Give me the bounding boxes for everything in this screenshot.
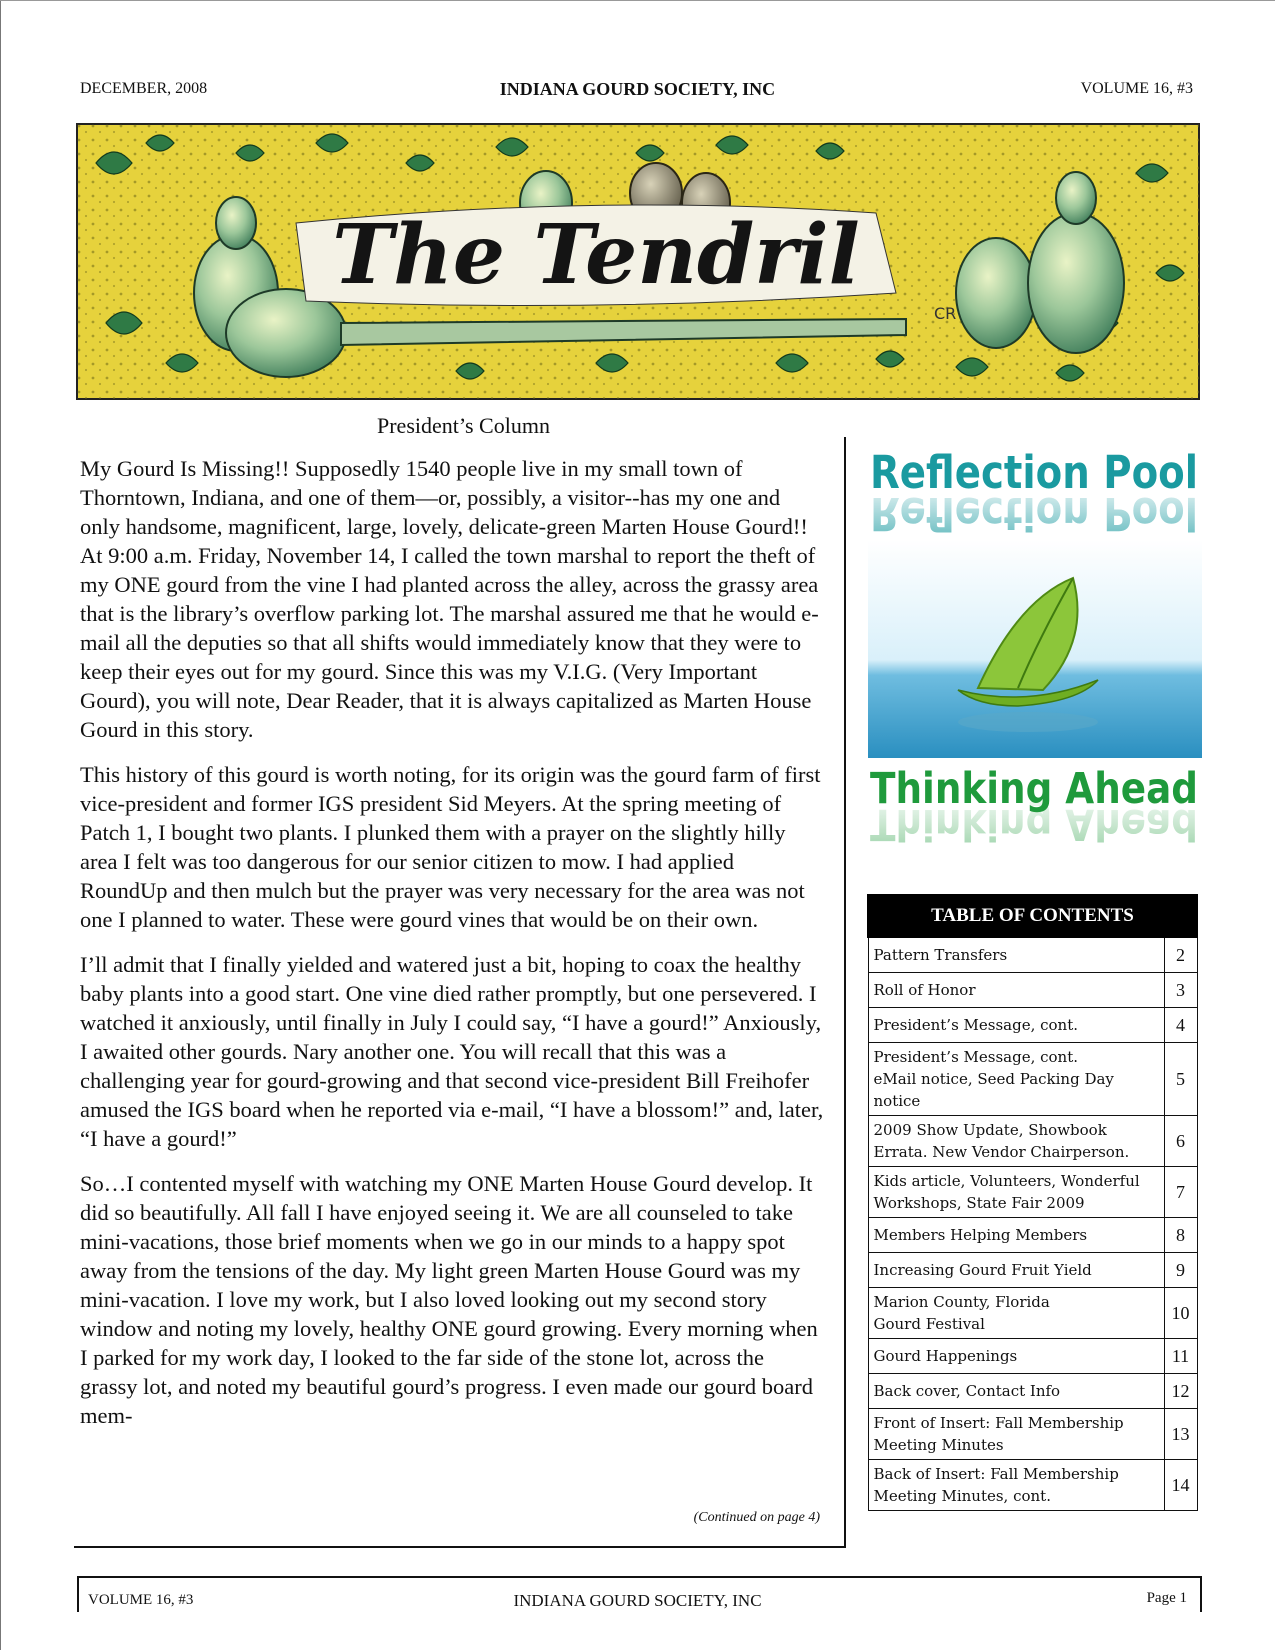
footer-page-number: Page 1 [1146,1590,1187,1606]
toc-entry-title: Increasing Gourd Fruit Yield [868,1252,1164,1287]
toc-entry-title: Pattern Transfers [868,937,1164,972]
toc-entry-title: Kids article, Volunteers, Wonderful Workshops, State Fair 2009 [868,1166,1164,1217]
toc-title: TABLE OF CONTENTS [868,895,1197,937]
toc-entry-title: President’s Message, cont. [868,1007,1164,1042]
column-divider [844,437,846,1548]
toc-row [868,1408,1197,1459]
masthead-banner [76,123,1200,400]
article-body [80,454,825,1446]
masthead-artist-mark: CR [934,304,957,323]
article-paragraph: This history of this gourd is worth noting, for its origin was the gourd farm of first vice-president and former IGS president Sid Meyers. At the spring meeting of Patch 1, I bought two plants. I plunked them with a prayer on the slightly hilly area I felt was too dangerous for our senior citizen to mow. I had applied RoundUp and then mulch but the prayer was very necessary for the area was not one I planned to water. These were gourd vines that would be on their own. [80,762,821,932]
toc-entry-page: 10 [1164,1287,1197,1338]
toc-row [868,1115,1197,1166]
toc-entry-page: 12 [1164,1373,1197,1408]
thinking-ahead-title: Thinking Ahead [870,764,1198,814]
toc-row [868,1217,1197,1252]
toc-row [868,1166,1197,1217]
toc-entry-title: Marion County, Florida Gourd Festival [868,1287,1164,1338]
toc-body [868,937,1197,1510]
toc-entry-page: 3 [1164,972,1197,1007]
toc-row [868,1252,1197,1287]
header-society: INDIANA GOURD SOCIETY, INC [499,79,776,99]
toc-entry-page: 2 [1164,937,1197,972]
toc-entry-title: Gourd Happenings [868,1338,1164,1373]
toc-row [868,1459,1197,1510]
toc-entry-title: 2009 Show Update, Showbook Errata. New Vendor Chairperson. [868,1115,1164,1166]
article-heading: President’s Column [377,413,550,438]
toc-entry-page: 9 [1164,1252,1197,1287]
toc-entry-page: 11 [1164,1338,1197,1373]
article-paragraph: I’ll admit that I finally yielded and watered just a bit, hoping to coax the healthy baby plants into a good start. One vine died rather promptly, but one persevered. I watched it anxiously, until finally in July I could say, “I have a gourd!” Anxiously, I awaited other gourds. Nary another one. You will recall that this was a challenging year for gourd-growing and that second vice-president Bill Freihofer amused the IGS board when he reported via e-mail, “I have a blossom!” and, later, “I have a gourd!” [80,952,824,1151]
toc-entry-page: 5 [1164,1042,1197,1115]
header-date: DECEMBER, 2008 [80,80,208,97]
table-of-contents [867,894,1198,1511]
svg-text:Reflection Pool: Reflection Pool [870,487,1198,540]
footer-society: INDIANA GOURD SOCIETY, INC [513,1591,762,1610]
toc-row [868,1338,1197,1373]
page-frame-top [0,0,1275,1]
toc-entry-title: Back cover, Contact Info [868,1373,1164,1408]
reflection-pool-graphic [868,440,1202,860]
toc-entry-page: 6 [1164,1115,1197,1166]
article-paragraph: So…I contented myself with watching my ONE Marten House Gourd develop. It did so beautifully. All fall I have enjoyed seeing it. We are all counseled to take mini-vacations, those brief moments when we go in our minds to a happy spot away from the tensions of the day. My light green Marten House Gourd was my mini-vacation. I love my work, but I also loved looking out my second story window and noting my lovely, healthy ONE gourd growing. Every morning when I parked for my work day, I looked to the far side of the stone lot, across the grassy lot, and noted my beautiful gourd’s progress. I even made our gourd board mem- [80,1171,818,1428]
toc-entry-page: 8 [1164,1217,1197,1252]
article-paragraph: My Gourd Is Missing!! Supposedly 1540 people live in my small town of Thorntown, Indiana, and one of them—or, possibly, a visitor--has my one and only handsome, magnificent, large, lovely, delicate-green Marten House Gourd!! At 9:00 a.m. Friday, November 14, I called the town marshal to report the theft of my ONE gourd from the vine I had planted across the alley, across the grassy area that is the library’s overflow parking lot. The marshal assured me that he would e-mail all the deputies so that all shifts would immediately know that they were to keep their eyes out for my gourd. Since this was my V.I.G. (Very Important Gourd), you will note, Dear Reader, that it is always capitalized as Marten House Gourd in this story. [80,456,819,742]
toc-entry-title: Front of Insert: Fall Membership Meeting Minutes [868,1408,1164,1459]
toc-row [868,937,1197,972]
reflection-pool-title: Reflection Pool [870,446,1198,499]
svg-text:Thinking Ahead: Thinking Ahead [870,799,1198,849]
page-frame-left [0,0,1,1650]
toc-entry-page: 7 [1164,1166,1197,1217]
toc-entry-page: 4 [1164,1007,1197,1042]
masthead-title: The Tendril [332,207,860,303]
toc-entry-title: Members Helping Members [868,1217,1164,1252]
toc-entry-title: Back of Insert: Fall Membership Meeting Minutes, cont. [868,1459,1164,1510]
toc-row [868,1042,1197,1115]
toc-entry-page: 13 [1164,1408,1197,1459]
toc-row [868,1007,1197,1042]
toc-row [868,972,1197,1007]
footer-volume: VOLUME 16, #3 [88,1592,194,1608]
toc-entry-title: Roll of Honor [868,972,1164,1007]
toc-row [868,1287,1197,1338]
toc-row [868,1373,1197,1408]
article-bottom-rule [74,1546,845,1548]
toc-entry-title: President’s Message, cont. eMail notice, Seed Packing Day notice [868,1042,1164,1115]
toc-entry-page: 14 [1164,1459,1197,1510]
header-volume: VOLUME 16, #3 [1080,80,1193,97]
continued-note: (Continued on page 4) [693,1510,820,1525]
